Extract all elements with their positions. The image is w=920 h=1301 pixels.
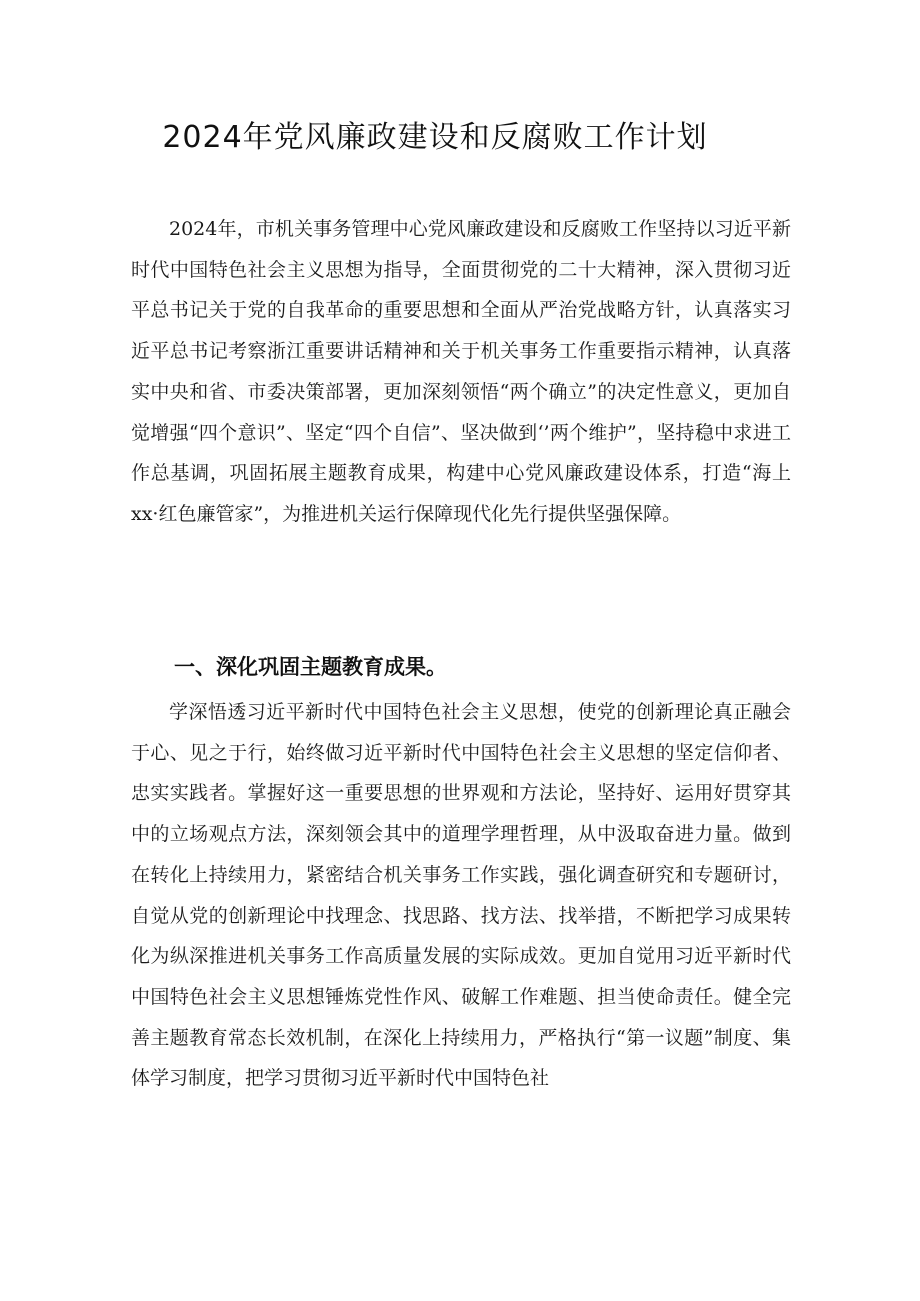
section-heading: 一、深化巩固主题教育成果。 <box>174 655 447 679</box>
intro-paragraph: 2024年，市机关事务管理中心党风廉政建设和反腐败工作坚持以习近平新时代中国特色社会主义思想为指导，全面贯彻党的二十大精神，深入贯彻习近平总书记关于党的自我革命的重要思想和全面从严治党战略方针，认真落实习近平总书记考察浙江重要讲话精神和关于机关事务工作重要指示精神，认真落实中央和省、市委决策部署，更加深刻领悟“两个确立”的决定性意义，更加自觉增强“四个意识”、坚定“四个自信”、坚决做到‘’两个维护”，坚持稳中求进工作总基调，巩固拓展主题教育成果，构建中心党风廉政建设体系，打造“海上xx·红色廉管家”，为推进机关运行保障现代化先行提供坚强保障。 <box>131 218 791 525</box>
section-paragraph: 学深悟透习近平新时代中国特色社会主义思想，使党的创新理论真正融会于心、见之于行，始终做习近平新时代中国特色社会主义思想的坚定信仰者、忠实实践者。掌握好这一重要思想的世界观和方法论，坚持好、运用好贯穿其中的立场观点方法，深刻领会其中的道理学理哲理，从中汲取奋进力量。做到在转化上持续用力，紧密结合机关事务工作实践，强化调查研究和专题研讨，自觉从党的创新理论中找理念、找思路、找方法、找举措，不断把学习成果转化为纵深推进机关事务工作高质量发展的实际成效。更加自觉用习近平新时代中国特色社会主义思想锤炼党性作风、破解工作难题、担当使命责任。健全完善主题教育常态长效机制，在深化上持续用力，严格执行“第一议题”制度、集体学习制度，把学习贯彻习近平新时代中国特色社 <box>131 701 791 1090</box>
document-title: 2024年党风廉政建设和反腐败工作计划 <box>162 120 708 155</box>
